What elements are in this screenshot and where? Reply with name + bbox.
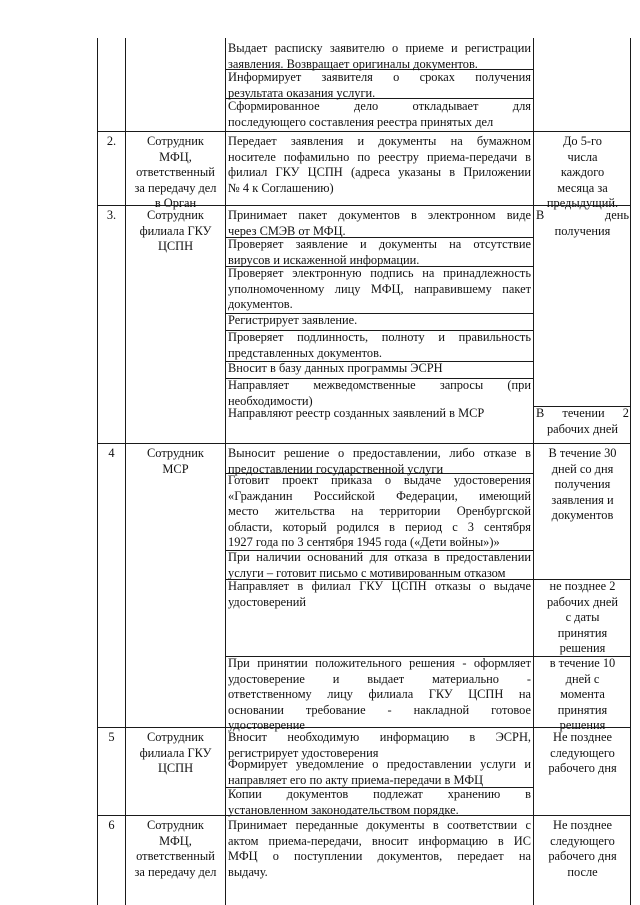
term-text: не позднее 2 bbox=[549, 579, 616, 593]
term-text: заявления и bbox=[551, 492, 614, 507]
term-text: после bbox=[567, 864, 598, 879]
action-text: представленных документов. bbox=[228, 345, 383, 360]
action-text: Проверяет подлинность, полноту и правильность bbox=[228, 330, 531, 344]
action-text: ответственному лицу филиала ГКУ ЦСПН на bbox=[228, 687, 531, 702]
term-text: следующего bbox=[550, 833, 615, 848]
term-text: момента bbox=[560, 687, 605, 702]
action-text: Проверяет заявление и документы на отсутствие bbox=[228, 237, 531, 251]
action-text: филиал ГКУ ЦСПН (адреса указаны в Приложении bbox=[228, 165, 531, 180]
action-text: № 4 к Соглашению) bbox=[228, 180, 334, 195]
action-text: Выдает расписку заявителю о приеме и регистрации bbox=[228, 41, 531, 55]
action-text: Вносит в базу данных программы ЭСРН bbox=[228, 361, 443, 375]
action-text: вирусов и искаженной информации. bbox=[228, 252, 420, 267]
term-text: В день bbox=[536, 208, 629, 222]
action-text: необходимости) bbox=[228, 393, 313, 408]
term-text: числа bbox=[567, 149, 598, 164]
executor-cell: ответственный bbox=[136, 165, 215, 180]
row-number: 2. bbox=[106, 134, 117, 148]
executor-cell: ответственный bbox=[136, 849, 215, 864]
action-text: Регистрирует заявление. bbox=[228, 313, 358, 327]
term-text: В течении 2 bbox=[536, 406, 629, 420]
term-text: До 5-го bbox=[562, 134, 603, 148]
term-text: рабочего дня bbox=[548, 761, 617, 776]
action-text: Направляет в филиал ГКУ ЦСПН отказы о выдаче bbox=[228, 579, 531, 593]
action-text: Выносит решение о предоставлении, либо отказе в bbox=[228, 446, 531, 460]
action-text: Вносит необходимую информацию в ЭСРН, bbox=[228, 730, 531, 744]
action-text: области, который родился в период с 3 сентября bbox=[228, 519, 531, 534]
term-text: Не позднее bbox=[553, 818, 612, 832]
row-number: 5 bbox=[108, 730, 115, 744]
term-text: принятия bbox=[557, 625, 608, 640]
term-text: в течение 10 bbox=[549, 656, 616, 670]
action-text: Копии документов подлежат хранению в bbox=[228, 787, 531, 801]
row-number: 3. bbox=[106, 208, 117, 222]
executor-cell: ЦСПН bbox=[157, 239, 194, 254]
executor-cell: Сотрудник bbox=[147, 818, 204, 832]
action-text: Информирует заявителя о сроках получения bbox=[228, 70, 531, 84]
term-text: рабочего дня bbox=[548, 849, 617, 864]
executor-cell: Сотрудник bbox=[147, 446, 204, 460]
action-text: установленном законодательством порядке. bbox=[228, 802, 459, 817]
action-text: 1927 года по 3 сентября 1945 года («Дети войны»)» bbox=[228, 535, 500, 550]
action-text: удостоверений bbox=[228, 594, 307, 609]
action-text: направляет его по акту приема-передачи в МФЦ bbox=[228, 772, 484, 787]
row-number: 4 bbox=[108, 446, 115, 460]
executor-cell: Сотрудник bbox=[147, 730, 204, 744]
row-number: 6 bbox=[108, 818, 115, 832]
column-divider-1 bbox=[125, 38, 126, 905]
term-text: Не позднее bbox=[553, 730, 612, 744]
executor-cell: филиала ГКУ bbox=[139, 745, 212, 760]
term-text: следующего bbox=[550, 745, 615, 760]
action-text: МФЦ о поступлении документов, передает на bbox=[228, 849, 531, 864]
action-text: Принимает переданные документы в соответствии с bbox=[228, 818, 531, 832]
term-text: каждого bbox=[560, 165, 605, 180]
action-text: основании требование - накладной готовое bbox=[228, 702, 531, 717]
column-divider-2 bbox=[225, 38, 226, 905]
action-text: выдачу. bbox=[228, 864, 268, 879]
action-text: Направляет межведомственные запросы (при bbox=[228, 378, 531, 392]
action-text: место жительства на территории Оренбургской bbox=[228, 504, 531, 519]
action-text: услуги – готовит письмо с мотивированным отказом bbox=[228, 565, 506, 580]
executor-cell: МФЦ, bbox=[159, 149, 192, 164]
action-text: При принятии положительного решения - оформляет bbox=[228, 656, 531, 670]
table-border-right bbox=[630, 38, 631, 905]
executor-cell: Сотрудник bbox=[147, 134, 204, 148]
action-text: удостоверение и выдает материально - bbox=[228, 671, 531, 686]
action-text: предоставлении государственной услуги bbox=[228, 461, 444, 476]
action-text: уполномоченному лицу МФЦ, направившему пакет bbox=[228, 281, 531, 296]
executor-cell: в Орган bbox=[154, 196, 197, 211]
term-text: документов bbox=[551, 508, 614, 523]
action-text: «Гражданин Российской Федерации, имеющий bbox=[228, 488, 531, 503]
term-text: предыдущий. bbox=[546, 196, 619, 211]
action-text: последующего составления реестра принятых дел bbox=[228, 114, 494, 129]
table-border-left bbox=[97, 38, 98, 905]
action-text: через СМЭВ от МФЦ. bbox=[228, 223, 346, 238]
executor-cell: филиала ГКУ bbox=[139, 223, 212, 238]
executor-cell: МФЦ, bbox=[159, 833, 192, 848]
term-text: дней с bbox=[565, 671, 600, 686]
executor-cell: МСР bbox=[162, 461, 189, 476]
executor-cell: за передачу дел bbox=[134, 864, 217, 879]
action-text: носителе пофамильно по реестру приема-передачи в bbox=[228, 149, 531, 164]
term-text: решения bbox=[559, 641, 606, 656]
term-text: рабочих дней bbox=[546, 421, 619, 436]
term-text: дней со дня bbox=[551, 461, 614, 476]
term-text: В течение 30 bbox=[548, 446, 617, 460]
action-text: удостоверение bbox=[228, 718, 305, 733]
column-divider-3 bbox=[533, 38, 534, 905]
action-text: Передает заявления и документы на бумажном bbox=[228, 134, 531, 148]
action-text: регистрирует удостоверения bbox=[228, 745, 379, 760]
action-text: При наличии оснований для отказа в предоставлении bbox=[228, 550, 531, 564]
row-separator bbox=[97, 443, 631, 444]
action-text: Принимает пакет документов в электронном виде bbox=[228, 208, 531, 222]
action-text: результата оказания услуги. bbox=[228, 85, 376, 100]
action-text: Сформированное дело откладывает для bbox=[228, 99, 531, 113]
term-text: месяца за bbox=[557, 180, 608, 195]
executor-cell: ЦСПН bbox=[157, 761, 194, 776]
action-text: документов. bbox=[228, 297, 293, 312]
executor-cell: за передачу дел bbox=[134, 180, 217, 195]
term-text: получения bbox=[554, 477, 611, 492]
term-text: получения bbox=[554, 223, 611, 238]
term-text: рабочих дней bbox=[546, 594, 619, 609]
term-text: решения bbox=[559, 718, 606, 733]
action-text: Направляют реестр созданных заявлений в МСР bbox=[228, 406, 485, 420]
action-text: Проверяет электронную подпись на принадлежность bbox=[228, 266, 531, 280]
row-separator bbox=[97, 131, 631, 132]
action-text: заявления. Возвращает оригиналы документов. bbox=[228, 56, 478, 71]
action-text: Готовит проект приказа о выдаче удостоверения bbox=[228, 473, 531, 487]
action-text: актом приема-передачи, вносит информацию в ИС bbox=[228, 833, 531, 848]
action-text: Формирует уведомление о предоставлении услуги и bbox=[228, 757, 531, 771]
executor-cell: Сотрудник bbox=[147, 208, 204, 222]
term-text: с даты bbox=[565, 610, 600, 625]
term-text: принятия bbox=[557, 702, 608, 717]
